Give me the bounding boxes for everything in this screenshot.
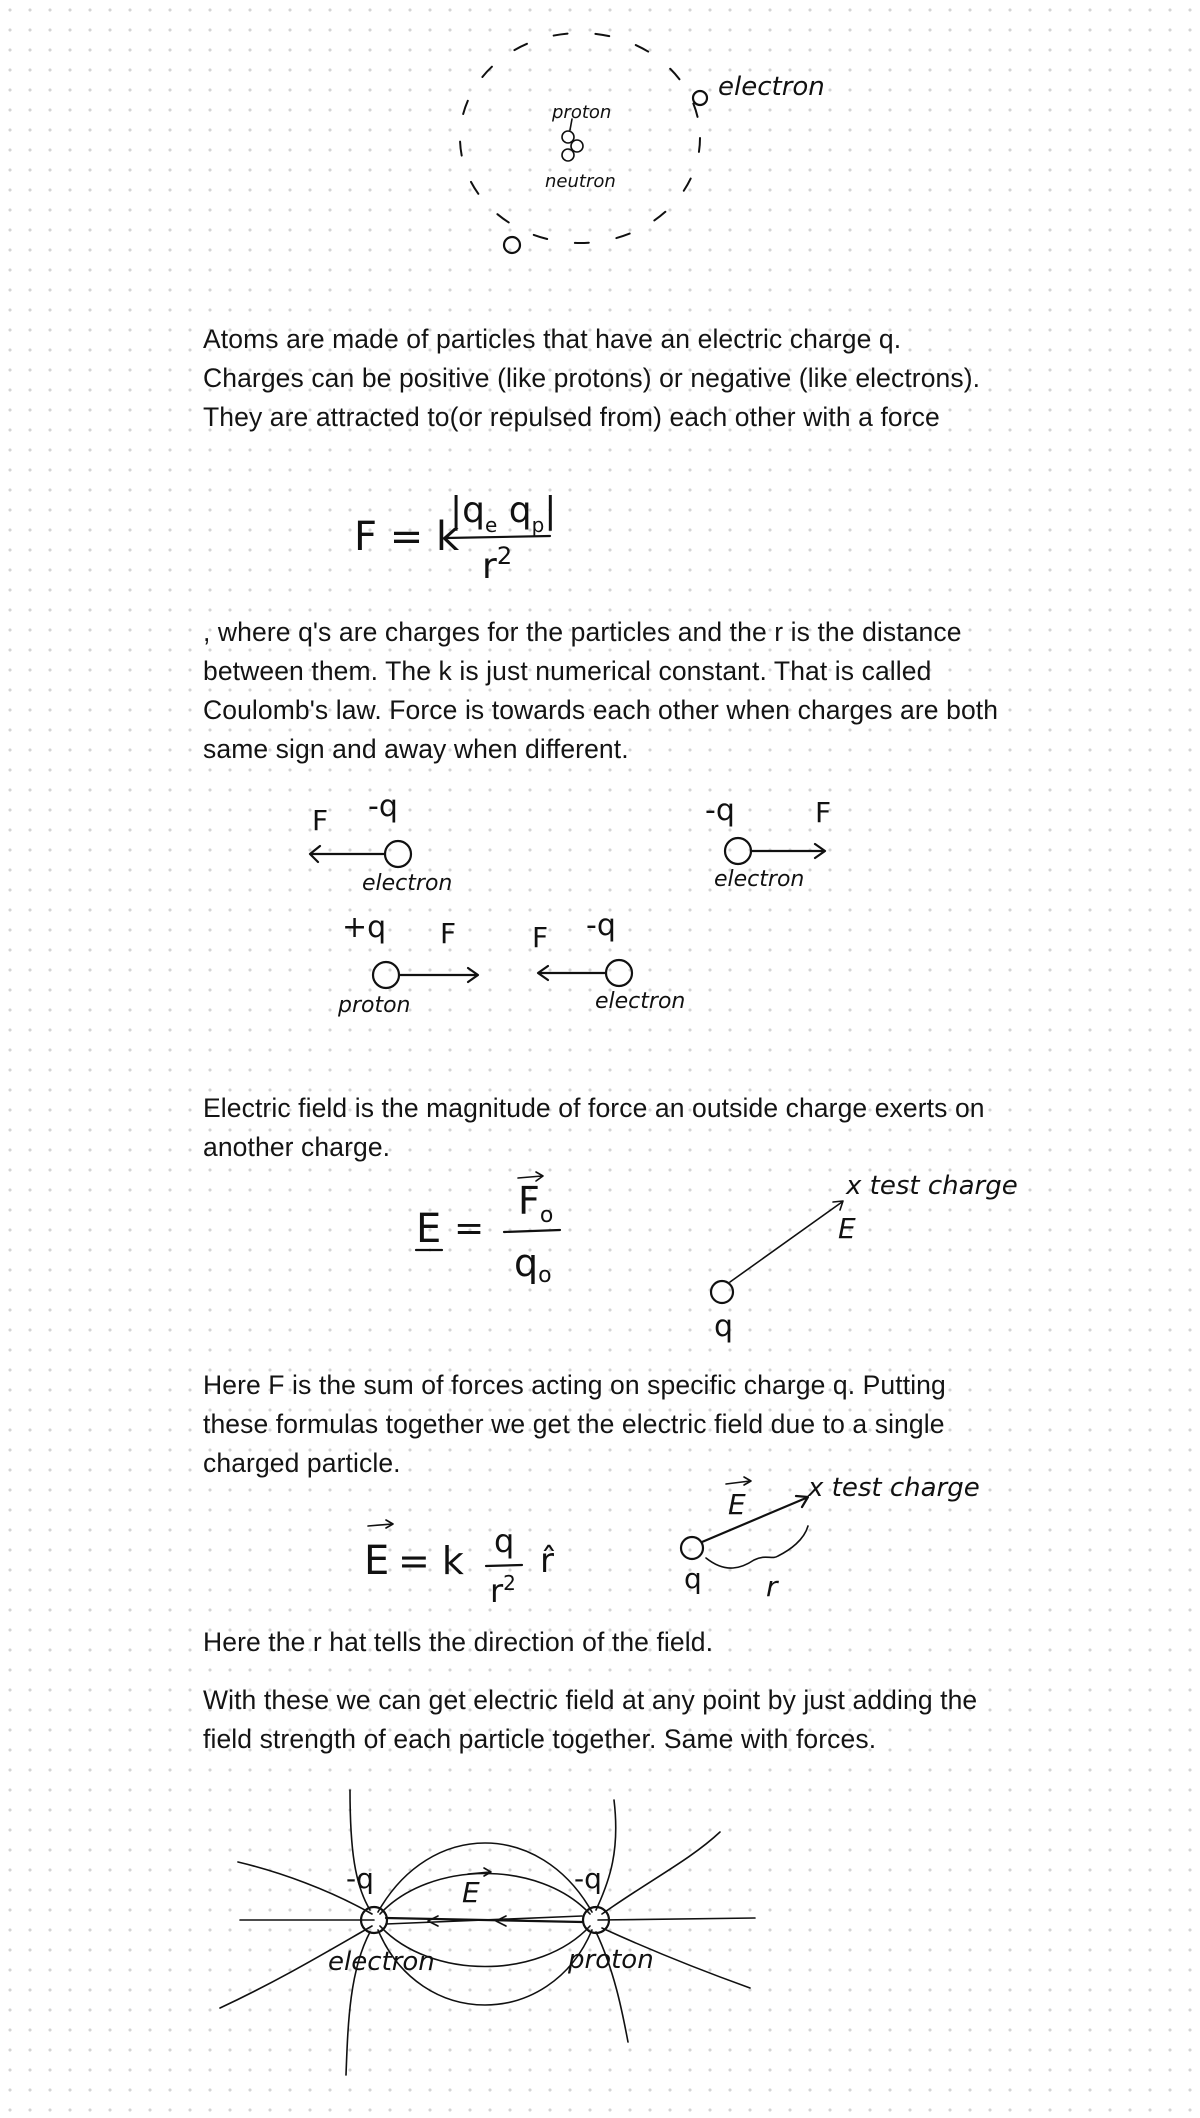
electron-circle-bottom [504,237,520,253]
coulomb-bar: | [544,490,557,531]
force-a-label: electron [362,871,453,896]
force-sketch-electron-attracted [532,908,685,1014]
coulomb-denominator-r: r [482,546,497,587]
force-d-label: electron [595,989,686,1014]
nucleus [562,119,583,161]
force-a-arrow [310,846,385,862]
force-sketch-proton [337,910,478,1018]
coulomb-numerator-b: q [497,490,532,531]
field-def-denominator-q: q [514,1241,539,1285]
single-field-lhs: E [364,1538,390,1584]
single-field-charge-label: q [684,1562,702,1595]
coulomb-lhs: F = k [354,514,460,560]
field-def-numerator-f: F [518,1179,540,1223]
atom-sketch [430,15,850,265]
single-field-field-label: E [728,1488,746,1521]
force-d-circle [606,960,632,986]
field-definition-sketch [690,1160,1030,1350]
single-field-numerator: q [494,1522,515,1560]
force-sketch-electron-right [705,793,831,892]
coulomb-numerator [450,490,556,537]
field-def-den-sub: o [538,1263,552,1288]
force-b-circle [725,838,751,864]
single-field-rhat: r̂ [540,1541,554,1581]
single-field-vector-arrow-small [726,1477,751,1485]
field-def-field-line [730,1201,843,1282]
force-c-label: proton [338,993,411,1018]
single-field-distance-label: r [766,1570,778,1603]
paragraph-electric-field: Electric field is the magnitude of force an outside charge exerts on another charge. [203,1093,985,1162]
atom-proton-label: proton [552,102,612,123]
field-def-fraction-line [504,1230,560,1232]
dipole-left-charge-label: -q [346,1862,374,1895]
force-d-arrow [538,966,606,980]
force-d-charge: -q [586,908,616,943]
force-b-arrow [751,844,825,858]
single-field-denominator-r: r [490,1572,504,1610]
single-field-field-line [702,1496,808,1542]
single-field-charge-circle [681,1537,703,1559]
single-field-denominator [490,1571,516,1610]
force-c-charge: +q [342,910,387,945]
force-sketches [290,790,860,1030]
field-def-field-label: E [838,1212,856,1245]
coulomb-sub-p: p [531,513,545,537]
field-def-charge-circle [711,1281,733,1303]
force-c-arrow [399,968,478,982]
field-def-num-sub: o [539,1203,554,1228]
force-c-f: F [440,917,457,950]
electron-orbit [460,33,700,243]
dipole-sketch [210,1780,770,2080]
single-field-test-charge-label: x test charge [808,1473,980,1503]
dipole-right-charge-label: -q [574,1862,602,1895]
force-a-f: F [312,804,329,837]
field-def-denominator [514,1241,552,1288]
field-def-test-charge-label: x test charge [846,1171,1018,1201]
field-definition-formula [410,1170,590,1300]
paragraph-r-hat: Here the r hat tells the direction of the field. [203,1627,714,1657]
coulomb-denominator [482,542,512,587]
atom-neutron-label: neutron [545,171,616,192]
field-def-charge-label: q [714,1309,734,1344]
dipole-field-lines [220,1790,755,2075]
paragraph-charges: Atoms are made of particles that have an electric charge q. Charges can be positive (like protons) or negative (like electrons). They are attracted to(or repulsed from) each other with a force [203,324,981,432]
single-field-fraction-line [486,1565,522,1566]
coulomb-fraction-line [446,536,550,538]
coulomb-formula [350,480,610,590]
dipole-right-label: proton [568,1945,654,1975]
dipole-left-label: electron [328,1947,435,1977]
dipole-field-label: E [462,1876,480,1909]
atom-electron-label: electron [718,72,825,102]
force-d-f: F [532,921,549,954]
coulomb-exponent: 2 [496,542,513,570]
paragraph-sum-of-forces: Here F is the sum of forces acting on specific charge q. Putting these formulas together we get the electric field due to a single charged particle. [203,1370,946,1478]
force-a-circle [385,841,411,867]
single-field-distance-brace [706,1526,808,1568]
single-field-formula [360,1510,580,1610]
force-sketch-electron-left [310,789,452,896]
electron-circle-top [693,91,707,105]
paragraph-coulomb-law: , where q's are charges for the particles and the r is the distance between them. The k is just numerical constant. That is called Coulomb's law. Force is towards each other when charges are both same sign and away when different. [203,617,999,764]
single-field-exponent: 2 [503,1571,516,1595]
force-a-charge: -q [368,789,398,824]
field-def-equals: = [454,1208,485,1249]
paragraph-superposition: With these we can get electric field at any point by just adding the field strength of each particle together. Same with forces. [203,1685,978,1754]
force-b-label: electron [714,867,805,892]
coulomb-sub-e: e [484,513,498,537]
field-def-lhs: E [416,1206,442,1252]
single-field-vector-arrow [368,1520,393,1528]
force-b-charge: -q [705,793,735,828]
force-b-f: F [815,796,832,829]
force-c-circle [373,962,399,988]
coulomb-numerator-a: |q [450,490,485,531]
field-def-numerator [518,1179,553,1228]
single-field-rhs: = k [398,1539,464,1583]
single-field-sketch [670,1460,1020,1610]
